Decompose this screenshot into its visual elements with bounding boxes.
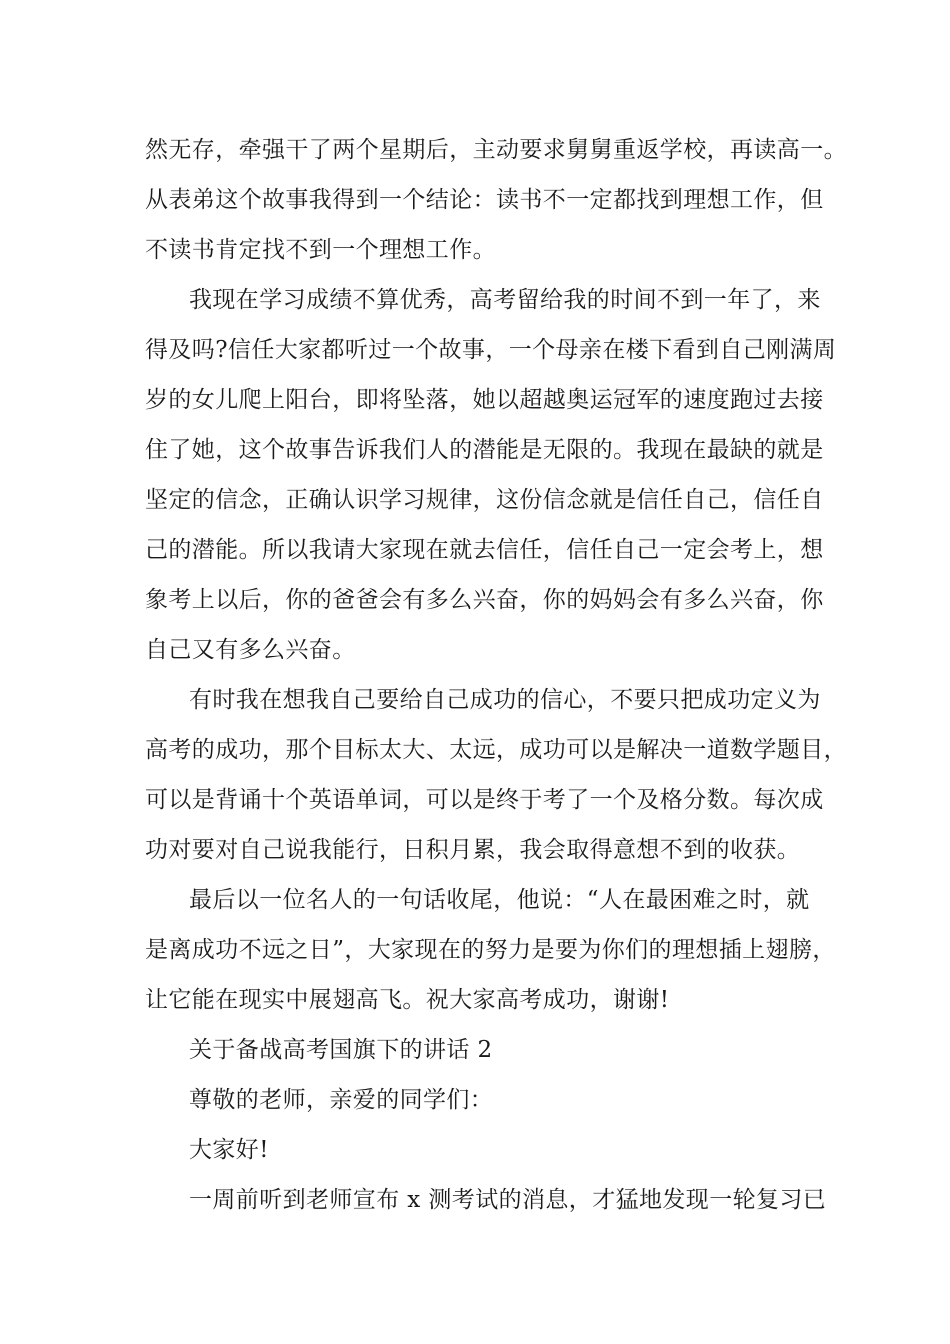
section-title: 关于备战高考国旗下的讲话 2 xyxy=(189,1037,493,1063)
paragraph-2-line-7: 象考上以后，你的爸爸会有多么兴奋，你的妈妈会有多么兴奋，你 xyxy=(145,587,824,613)
paragraph-4-line-3: 让它能在现实中展翅高飞。祝大家高考成功，谢谢! xyxy=(145,987,670,1013)
paragraph-4-line-2: 是离成功不远之日”，大家现在的努力是要为你们的理想插上翅膀， xyxy=(145,937,836,963)
paragraph-1-line-3: 不读书肯定找不到一个理想工作。 xyxy=(145,237,496,263)
paragraph-2-line-3: 岁的女儿爬上阳台，即将坠落，她以超越奥运冠军的速度跑过去接 xyxy=(145,387,824,413)
paragraph-2-line-5: 坚定的信念，正确认识学习规律，这份信念就是信任自己，信任自 xyxy=(145,487,824,513)
paragraph-3-line-1: 有时我在想我自己要给自己成功的信心，不要只把成功定义为 xyxy=(189,687,821,713)
greeting: 大家好! xyxy=(189,1137,269,1163)
paragraph-1-line-2: 从表弟这个故事我得到一个结论：读书不一定都找到理想工作，但 xyxy=(145,187,824,213)
paragraph-1-line-1: 然无存，牵强干了两个星期后，主动要求舅舅重返学校，再读高一。 xyxy=(145,137,847,163)
paragraph-3-line-3: 可以是背诵十个英语单词，可以是终于考了一个及格分数。每次成 xyxy=(145,787,824,813)
paragraph-3-line-2: 高考的成功，那个目标太大、太远，成功可以是解决一道数学题目， xyxy=(145,737,847,763)
paragraph-2-line-6: 己的潜能。所以我请大家现在就去信任，信任自己一定会考上，想 xyxy=(145,537,824,563)
paragraph-3-line-4: 功对要对自己说我能行，日积月累，我会取得意想不到的收获。 xyxy=(145,837,801,863)
paragraph-4-line-1: 最后以一位名人的一句话收尾，他说：“人在最困难之时，就 xyxy=(189,887,810,913)
paragraph-2-line-4: 住了她，这个故事告诉我们人的潜能是无限的。我现在最缺的就是 xyxy=(145,437,824,463)
paragraph-2-line-2: 得及吗?信任大家都听过一个故事，一个母亲在楼下看到自己刚满周 xyxy=(145,337,837,363)
salutation: 尊敬的老师，亲爱的同学们： xyxy=(189,1087,494,1113)
paragraph-5-line-1: 一周前听到老师宣布 x 测考试的消息，才猛地发现一轮复习已 xyxy=(189,1187,827,1213)
paragraph-2-line-8: 自己又有多么兴奋。 xyxy=(145,637,356,663)
paragraph-2-line-1: 我现在学习成绩不算优秀，高考留给我的时间不到一年了，来 xyxy=(189,287,821,313)
